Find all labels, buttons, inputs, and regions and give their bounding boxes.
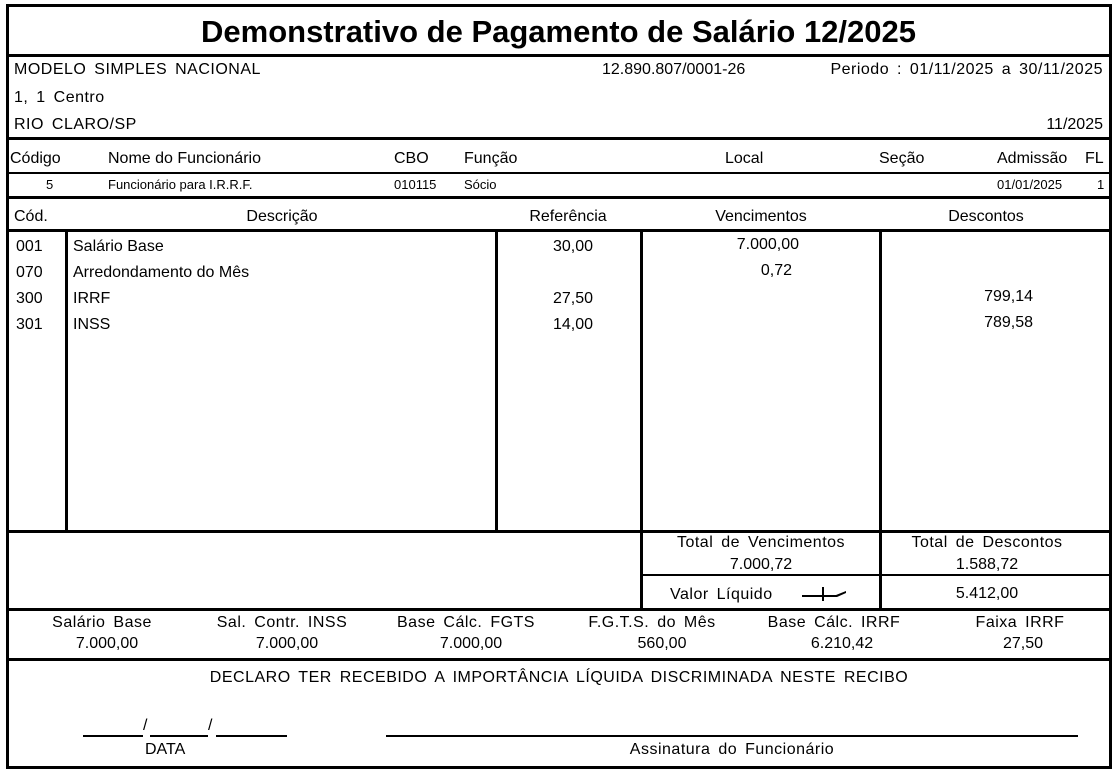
column-divider (65, 229, 68, 530)
valor-liquido-value: 5.412,00 (955, 585, 1019, 602)
date-month-line (150, 735, 208, 737)
valor-liquido-label: Valor Líquido (670, 586, 773, 603)
date-separator-icon: / (208, 717, 213, 734)
header-fl: FL (1085, 150, 1104, 167)
total-descontos-value: 1.588,72 (955, 556, 1019, 573)
employee-admissao: 01/01/2025 (997, 177, 1063, 192)
signature-line (386, 735, 1078, 737)
payslip-frame (6, 4, 1112, 769)
item-cod: 301 (16, 316, 43, 333)
header-local: Local (725, 150, 764, 167)
item-descricao: IRRF (73, 290, 111, 307)
base-value-fgts: 7.000,00 (439, 635, 503, 652)
employee-nome: Funcionário para I.R.R.F. (108, 177, 253, 192)
base-label-faixa: Faixa IRRF (975, 614, 1065, 631)
divider (6, 137, 1112, 140)
base-label-fgts-mes: F.G.T.S. do Mês (588, 614, 716, 631)
total-vencimentos-value: 7.000,72 (729, 556, 793, 573)
item-cod: 001 (16, 238, 43, 255)
divider (6, 229, 1112, 232)
arrow-right-icon (800, 584, 850, 604)
base-label-inss: Sal. Contr. INSS (216, 614, 348, 631)
employee-codigo: 5 (46, 177, 54, 192)
total-vencimentos-label: Total de Vencimentos (676, 534, 846, 551)
date-day-line (83, 735, 143, 737)
header-codigo: Código (10, 150, 61, 167)
base-value-inss: 7.000,00 (255, 635, 319, 652)
item-referencia: 14,00 (552, 316, 593, 333)
signature-label: Assinatura do Funcionário (629, 741, 835, 758)
declaration-text: DECLARO TER RECEBIDO A IMPORTÂNCIA LÍQUIDA DISCRIMINADA NESTE RECIBO (209, 669, 909, 686)
divider (6, 54, 1112, 57)
divider (6, 658, 1112, 661)
item-descontos: 799,14 (984, 288, 1033, 305)
company-address: 1, 1 Centro (14, 89, 105, 106)
company-name: MODELO SIMPLES NACIONAL (14, 61, 261, 78)
column-divider (495, 229, 498, 530)
base-label-irrf: Base Cálc. IRRF (767, 614, 901, 631)
base-label-fgts: Base Cálc. FGTS (397, 614, 535, 631)
item-referencia: 27,50 (552, 290, 593, 307)
item-descricao: Arredondamento do Mês (73, 264, 250, 281)
column-divider (640, 229, 643, 609)
company-cnpj: 12.890.807/0001-26 (602, 61, 746, 78)
item-cod: 300 (16, 290, 43, 307)
items-header-cod: Cód. (14, 208, 48, 225)
column-divider (879, 229, 882, 609)
item-cod: 070 (16, 264, 43, 281)
employee-funcao: Sócio (464, 177, 497, 192)
items-header-referencia: Referência (529, 208, 607, 225)
divider (6, 608, 1112, 611)
item-descricao: INSS (73, 316, 111, 333)
header-secao: Seção (879, 150, 925, 167)
base-value-faixa: 27,50 (1002, 635, 1044, 652)
divider (641, 574, 1112, 576)
date-label: DATA (145, 741, 186, 758)
total-descontos-label: Total de Descontos (911, 534, 1063, 551)
company-city: RIO CLARO/SP (14, 116, 137, 133)
header-cbo: CBO (394, 150, 429, 167)
date-year-line (216, 735, 287, 737)
date-separator-icon: / (143, 717, 148, 734)
base-value-fgts-mes: 560,00 (637, 635, 687, 652)
divider (6, 196, 1112, 199)
items-header-vencimentos: Vencimentos (715, 208, 807, 225)
items-header-descricao: Descrição (246, 208, 318, 225)
item-referencia: 30,00 (552, 238, 593, 255)
base-value-salario: 7.000,00 (75, 635, 139, 652)
header-funcao: Função (464, 150, 518, 167)
items-header-descontos: Descontos (948, 208, 1024, 225)
competencia: 11/2025 (1046, 116, 1103, 133)
base-value-irrf: 6.210,42 (810, 635, 874, 652)
employee-fl: 1 (1097, 177, 1105, 192)
header-admissao: Admissão (997, 150, 1068, 167)
period-label: Periodo : 01/11/2025 a 30/11/2025 (830, 61, 1103, 78)
divider (6, 530, 1112, 533)
base-label-salario: Salário Base (52, 614, 152, 631)
item-descricao: Salário Base (73, 238, 164, 255)
header-nome: Nome do Funcionário (108, 150, 261, 167)
item-vencimentos: 0,72 (760, 262, 792, 279)
employee-cbo: 010115 (394, 177, 437, 192)
divider (6, 172, 1112, 174)
item-descontos: 789,58 (984, 314, 1033, 331)
document-title: Demonstrativo de Pagamento de Salário 12/2025 (201, 14, 916, 49)
item-vencimentos: 7.000,00 (736, 236, 799, 253)
